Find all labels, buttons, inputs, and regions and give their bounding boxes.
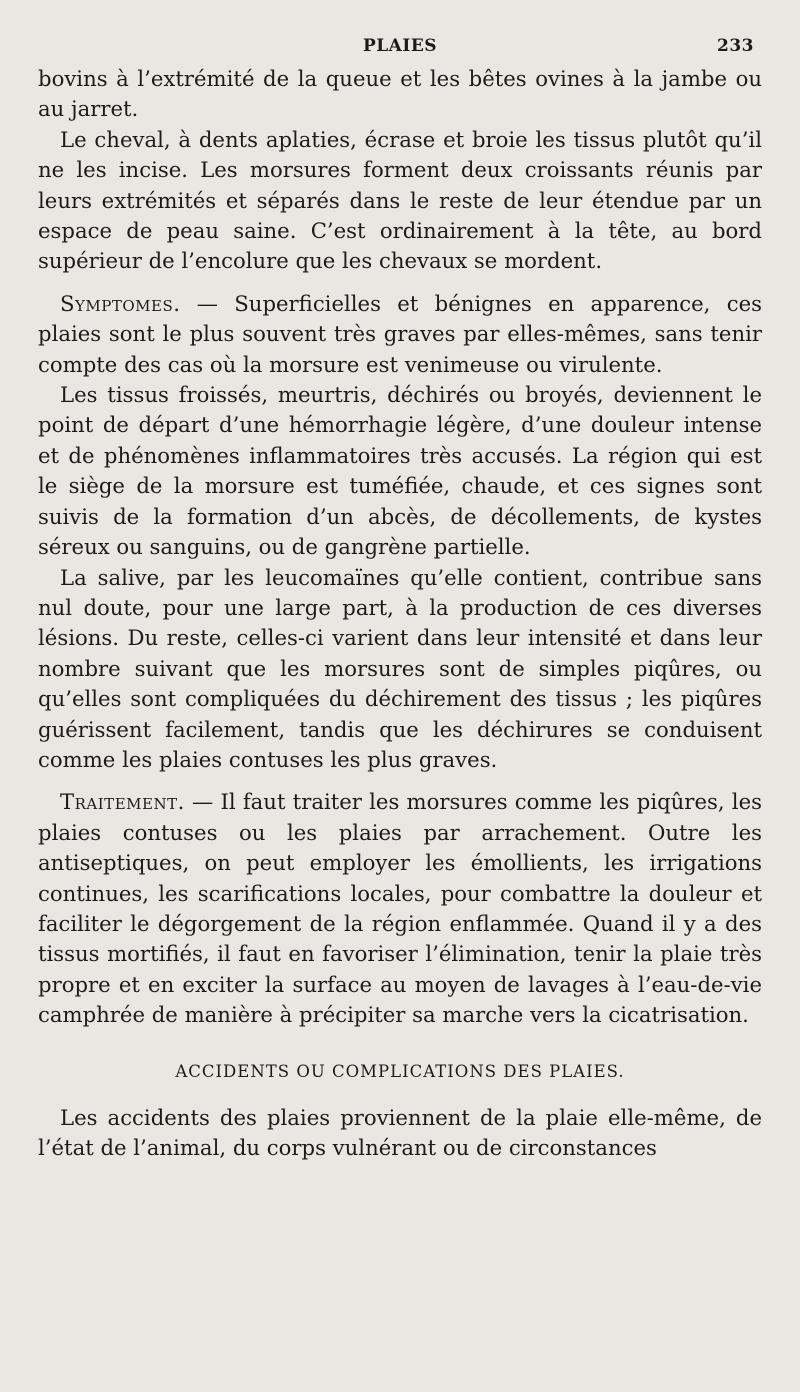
section-text-traitement: Il faut traiter les morsures comme les piqûres, les plaies contuses ou les plaies par arrachement. Outre les antiseptiques, on peut employer les émollients, les irrigations continues, les scarifications locales, pour combattre la douleur et faciliter le dégorgement de la région enflammée. Quand il y a des tissus mortifiés, il faut en favoriser l’élimination, tenir la plaie très propre et en exciter la surface au moyen de lavages à l’eau-de-vie camphrée de manière à précipiter sa marche vers la cicatrisation. (38, 789, 762, 1028)
section-traitement (38, 787, 762, 1030)
paragraph-accidents: Les accidents des plaies proviennent de la plaie elle-même, de l’état de l’animal, du corps vulnérant ou de circonstances (38, 1105, 762, 1161)
section-dash: — (180, 290, 235, 316)
running-title: PLAIES (362, 36, 438, 56)
paragraph-salive: La salive, par les leucomaïnes qu’elle contient, contribue sans nul doute, pour une large part, à la production de ces diverses lésions. Du reste, celles-ci varient dans leur intensité et dans leur nombre suivant que les morsures sont de simples piqûres, ou qu’elles sont compliquées du déchirement des tissus ; les piqûres guérissent facilement, tandis que les déchirures se conduisent comme les plaies contuses les plus graves. (38, 564, 762, 772)
section-heading-symptomes: Symptomes. (60, 290, 181, 316)
running-header (38, 30, 762, 64)
paragraph-cheval: Le cheval, à dents aplaties, écrase et broie les tissus plutôt qu’il ne les incise. Les morsures forment deux croissants réunis par leurs extrémités et séparés dans le reste de leur étendue par un espace de peau saine. C’est ordinairement à la tête, au bord supérieur de l’encolure que les chevaux se mordent. (38, 126, 762, 274)
section-symptomes (38, 289, 762, 380)
section-heading-traitement: Traitement. (60, 789, 185, 815)
section-dash: — (184, 789, 221, 815)
paragraph-continuation: bovins à l’extrémité de la queue et les bêtes ovines à la jambe ou au jarret. (38, 66, 762, 122)
chapter-subheading: ACCIDENTS OU COMPLICATIONS DES PLAIES. (175, 1061, 625, 1081)
page-number: 233 (717, 36, 754, 56)
section-text-symptomes: Superficielles et bénignes en apparence, ces plaies sont le plus souvent très graves par elles-mêmes, sans tenir compte des cas où la morsure est venimeuse ou virulente. (38, 290, 762, 377)
body-text (38, 64, 762, 1164)
paragraph-tissus: Les tissus froissés, meurtris, déchirés ou broyés, deviennent le point de départ d’une hémorrhagie légère, d’une douleur intense et de phénomènes inflammatoires très accusés. La région qui est le siège de la morsure est tuméfiée, chaude, et ces signes sont suivis de la formation d’un abcès, de décollements, de kystes séreux ou sanguins, ou de gangrène partielle. (38, 382, 762, 560)
